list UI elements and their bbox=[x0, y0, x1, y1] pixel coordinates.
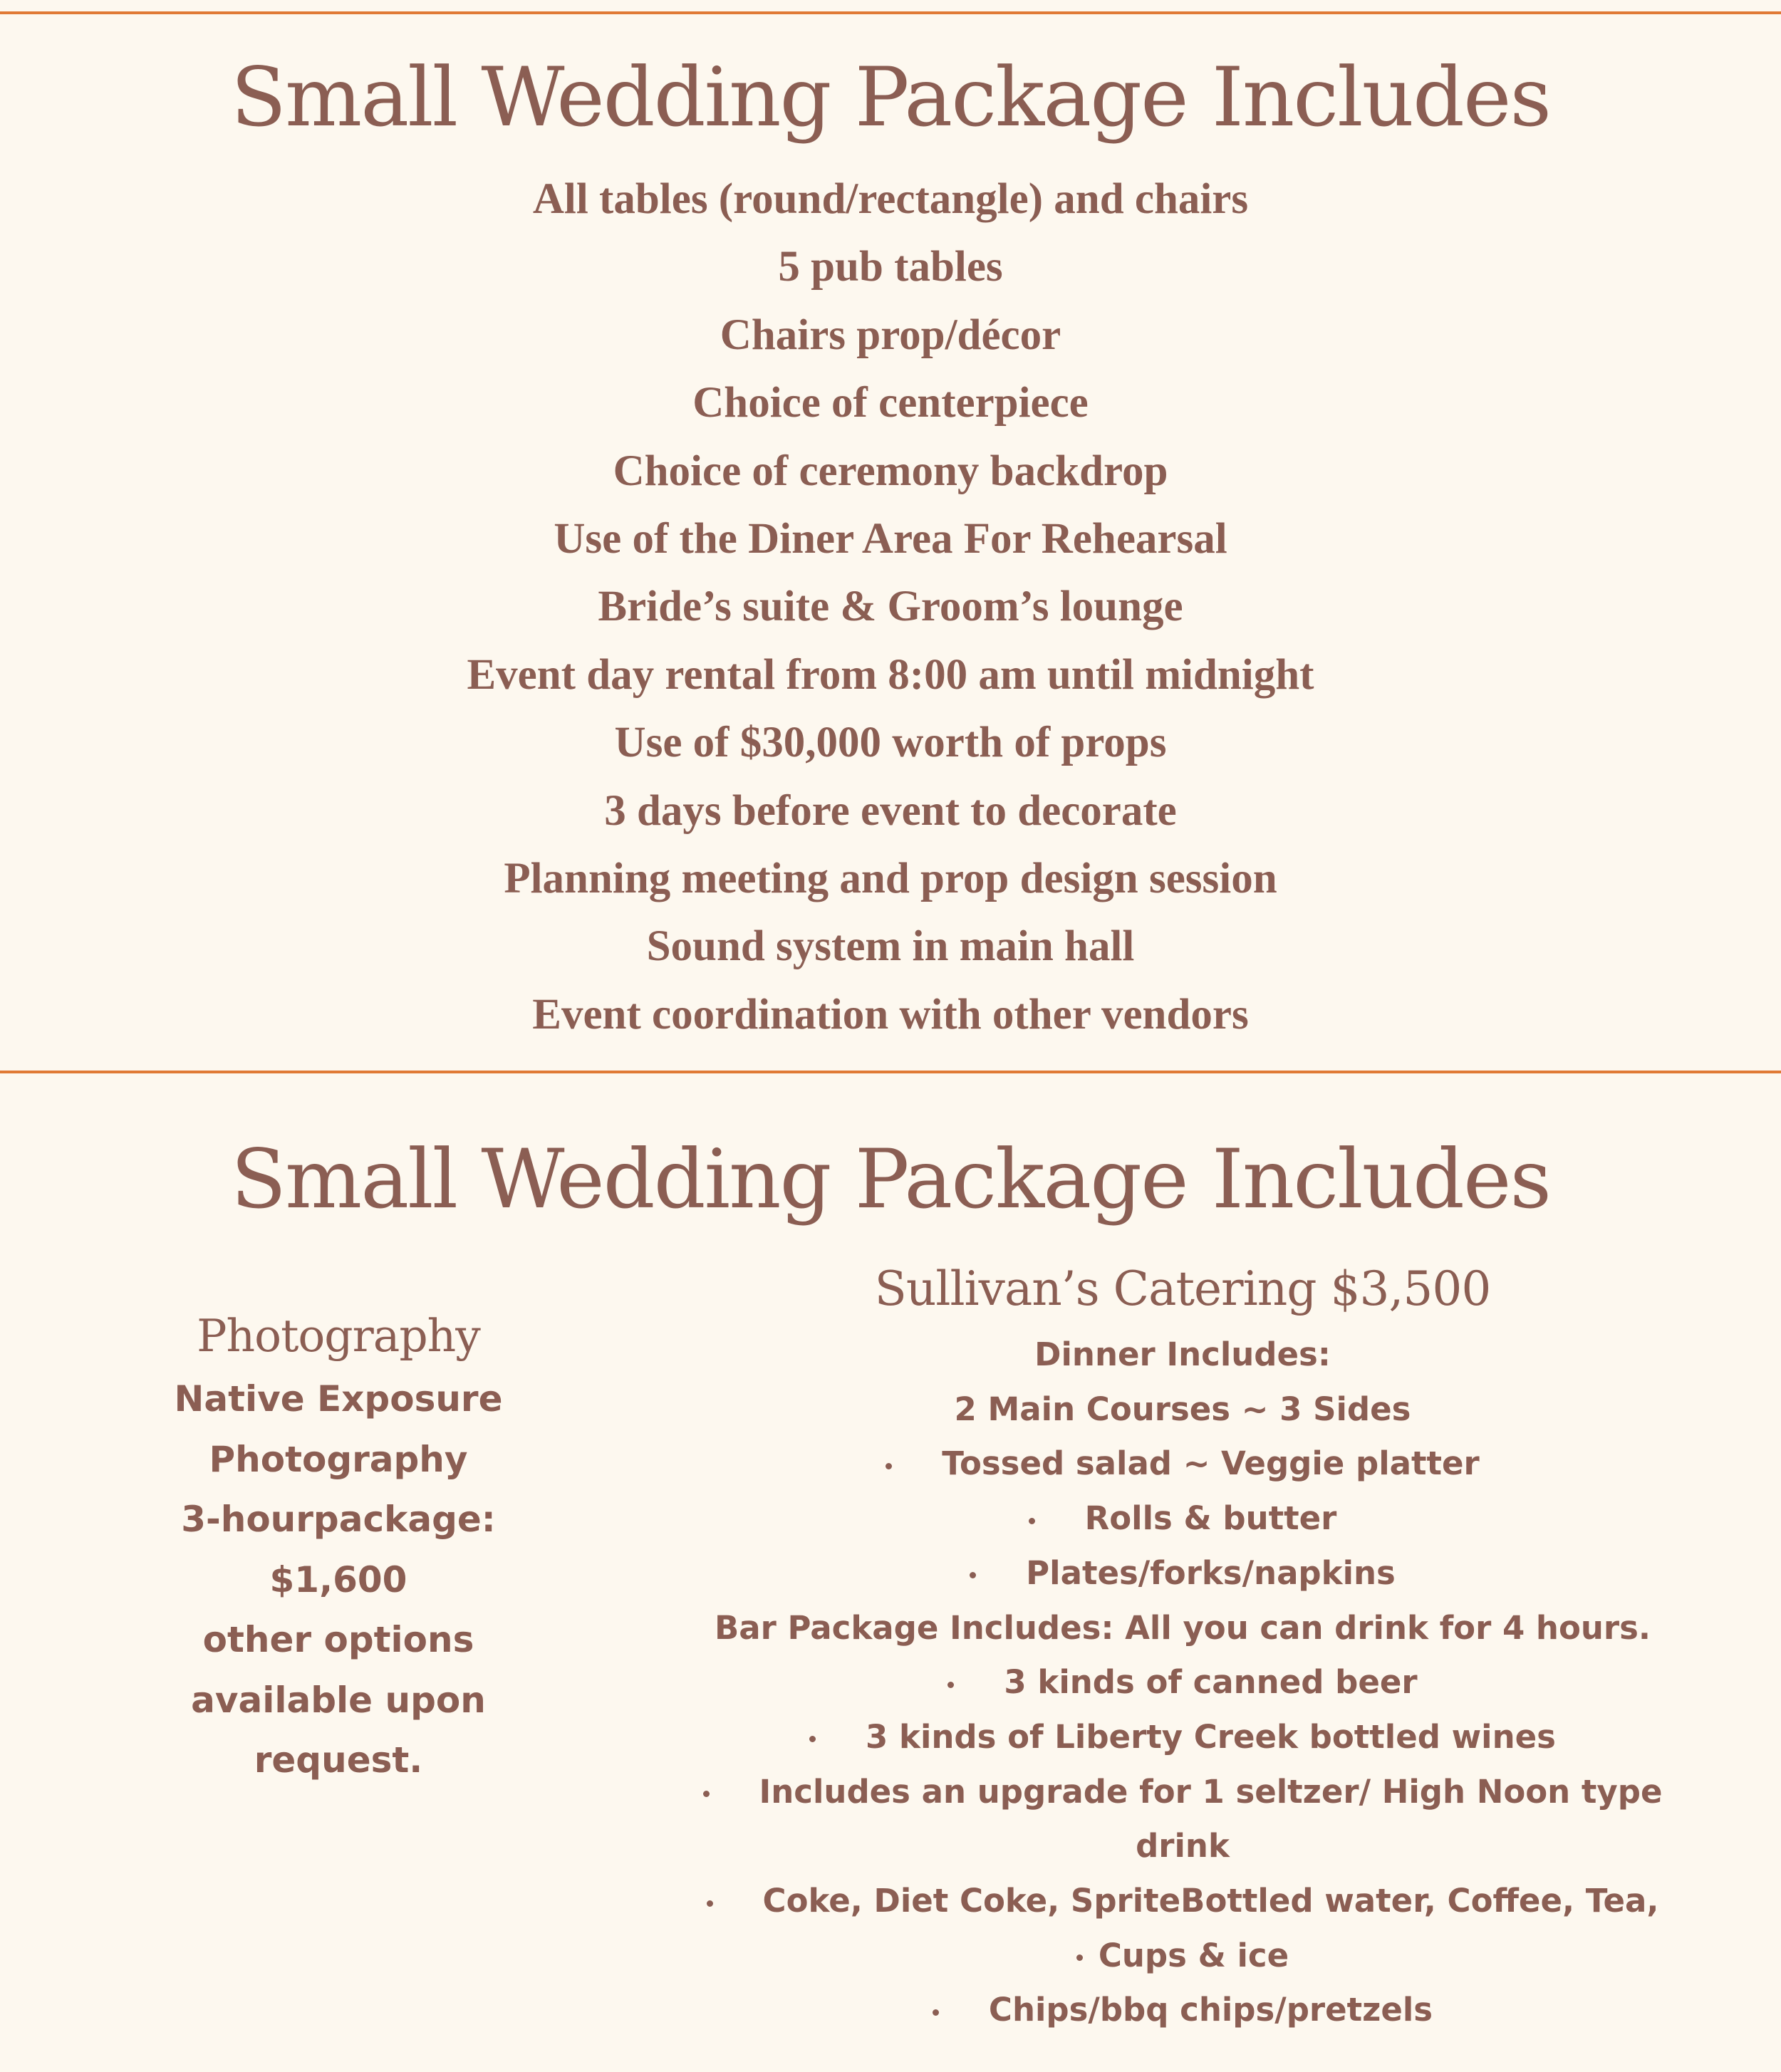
list-item: Event coordination with other vendors bbox=[532, 990, 1249, 1038]
bar-item: Coke, Diet Coke, SpriteBottled water, Coffee, Tea, bbox=[762, 1882, 1659, 1920]
list-item: Planning meeting and prop design session bbox=[504, 855, 1277, 903]
list-item: Choice of centerpiece bbox=[692, 379, 1089, 427]
dinner-item: Rolls & butter bbox=[1084, 1499, 1337, 1538]
bar-item: Cups & ice bbox=[1098, 1936, 1289, 1974]
list-item bbox=[663, 1491, 1703, 1546]
list-item bbox=[663, 1929, 1703, 1984]
bullet-icon bbox=[947, 1682, 954, 1688]
top-divider bbox=[0, 11, 1781, 14]
catering-menu bbox=[663, 1328, 1703, 2038]
photography-heading: Photography bbox=[197, 1310, 480, 1362]
middle-divider bbox=[0, 1071, 1781, 1073]
bullet-icon bbox=[970, 1572, 976, 1578]
section2-title: Small Wedding Package Includes bbox=[231, 1132, 1550, 1227]
list-item: Choice of ceremony backdrop bbox=[613, 447, 1168, 495]
bullet-icon bbox=[707, 1900, 713, 1907]
bullet-icon bbox=[809, 1736, 816, 1742]
bar-item: Includes an upgrade for 1 seltzer/ High Noon type bbox=[759, 1772, 1663, 1811]
list-item bbox=[663, 1874, 1703, 1929]
catering-heading: Sullivan’s Catering $3,500 bbox=[874, 1261, 1491, 1316]
list-item bbox=[663, 1710, 1703, 1765]
bullet-icon bbox=[886, 1463, 892, 1469]
bullet-icon bbox=[703, 1791, 710, 1797]
catering-block bbox=[663, 1254, 1703, 2038]
bar-heading: Bar Package Includes: All you can drink for 4 hours. bbox=[714, 1608, 1651, 1647]
photography-line: request. bbox=[254, 1739, 423, 1781]
dinner-item: Plates/forks/napkins bbox=[1026, 1553, 1396, 1592]
list-item: Use of the Diner Area For Rehearsal bbox=[554, 515, 1227, 563]
photography-line: other options bbox=[202, 1619, 474, 1660]
bar-item: 3 kinds of Liberty Creek bottled wines bbox=[866, 1717, 1556, 1756]
list-item bbox=[663, 1437, 1703, 1491]
list-item-continued: drink bbox=[1136, 1827, 1230, 1865]
list-item bbox=[663, 1765, 1703, 1820]
photography-block bbox=[125, 1303, 552, 1791]
dinner-heading: Dinner Includes: bbox=[1034, 1336, 1331, 1373]
bullet-icon bbox=[1029, 1518, 1035, 1524]
bullet-icon bbox=[933, 2009, 939, 2016]
list-item: All tables (round/rectangle) and chairs bbox=[532, 175, 1249, 223]
photography-line: available upon bbox=[191, 1679, 486, 1721]
photography-line: $1,600 bbox=[269, 1558, 407, 1600]
photography-line: Native Exposure bbox=[174, 1378, 503, 1420]
list-item: Event day rental from 8:00 am until midnight bbox=[467, 650, 1314, 699]
list-item: Sound system in main hall bbox=[646, 922, 1135, 971]
list-item bbox=[663, 1655, 1703, 1710]
dinner-item: Tossed salad ~ Veggie platter bbox=[942, 1444, 1480, 1483]
photography-details bbox=[125, 1369, 552, 1791]
list-item: Chairs prop/décor bbox=[720, 311, 1061, 359]
list-item bbox=[663, 1546, 1703, 1601]
list-item: 3 days before event to decorate bbox=[604, 786, 1177, 835]
bar-item: 3 kinds of canned beer bbox=[1004, 1663, 1418, 1702]
dinner-courses: 2 Main Courses ~ 3 Sides bbox=[954, 1390, 1411, 1428]
photography-line: Photography bbox=[209, 1438, 468, 1480]
section1-title: Small Wedding Package Includes bbox=[231, 50, 1550, 145]
list-item: Use of $30,000 worth of props bbox=[614, 719, 1167, 767]
package-includes-list bbox=[0, 165, 1781, 1048]
bar-item: Chips/bbq chips/pretzels bbox=[988, 1991, 1433, 2029]
list-item: Bride’s suite & Groom’s lounge bbox=[598, 583, 1183, 631]
list-item bbox=[663, 1983, 1703, 2038]
bullet-icon bbox=[1076, 1954, 1083, 1961]
list-item: 5 pub tables bbox=[778, 243, 1003, 291]
photography-line: 3-hourpackage: bbox=[181, 1499, 496, 1540]
